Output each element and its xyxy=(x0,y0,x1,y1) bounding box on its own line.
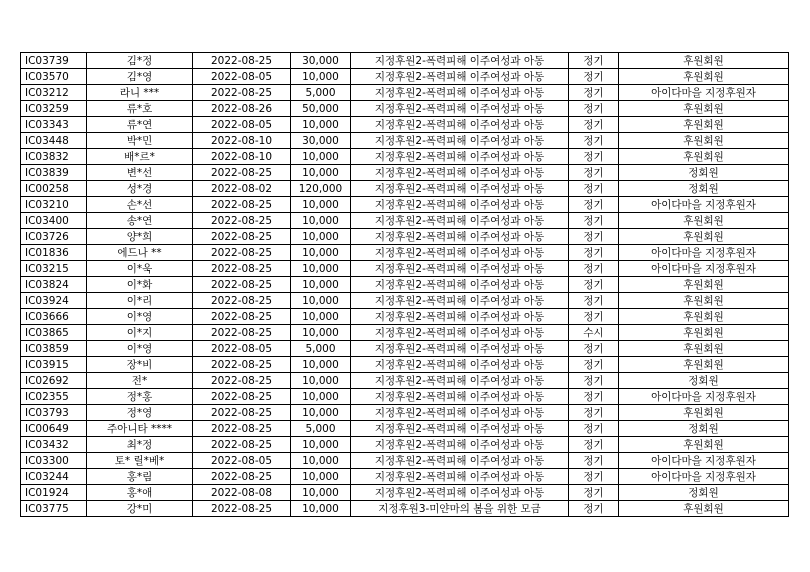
donation-type-cell: 정기 xyxy=(569,261,619,277)
program-cell: 지정후원2-폭력피해 이주여성과 아동 xyxy=(351,117,569,133)
program-cell: 지정후원2-폭력피해 이주여성과 아동 xyxy=(351,69,569,85)
program-cell: 지정후원2-폭력피해 이주여성과 아동 xyxy=(351,149,569,165)
donor-id-cell: IC00258 xyxy=(21,181,87,197)
donation-date-cell: 2022-08-02 xyxy=(193,181,291,197)
table-row xyxy=(21,101,789,117)
member-type-cell: 후원회원 xyxy=(619,117,789,133)
donation-date-cell: 2022-08-25 xyxy=(193,261,291,277)
member-type-cell: 후원회원 xyxy=(619,501,789,517)
table-row xyxy=(21,277,789,293)
amount-cell: 10,000 xyxy=(291,325,351,341)
donation-date-cell: 2022-08-05 xyxy=(193,341,291,357)
amount-cell: 5,000 xyxy=(291,341,351,357)
member-type-cell: 후원회원 xyxy=(619,341,789,357)
program-cell: 지정후원2-폭력피해 이주여성과 아동 xyxy=(351,245,569,261)
table-row xyxy=(21,53,789,69)
donation-type-cell: 정기 xyxy=(569,245,619,261)
donor-id-cell: IC03726 xyxy=(21,229,87,245)
donor-id-cell: IC03865 xyxy=(21,325,87,341)
table-row xyxy=(21,117,789,133)
donor-name-cell: 홍*애 xyxy=(87,485,193,501)
donation-type-cell: 정기 xyxy=(569,437,619,453)
program-cell: 지정후원2-폭력피해 이주여성과 아동 xyxy=(351,53,569,69)
member-type-cell: 정회원 xyxy=(619,421,789,437)
table-row xyxy=(21,485,789,501)
amount-cell: 10,000 xyxy=(291,309,351,325)
donor-name-cell: 김*영 xyxy=(87,69,193,85)
donor-id-cell: IC01924 xyxy=(21,485,87,501)
donation-type-cell: 정기 xyxy=(569,101,619,117)
program-cell: 지정후원2-폭력피해 이주여성과 아동 xyxy=(351,181,569,197)
donation-date-cell: 2022-08-25 xyxy=(193,213,291,229)
amount-cell: 10,000 xyxy=(291,165,351,181)
donor-name-cell: 이*지 xyxy=(87,325,193,341)
table-row xyxy=(21,69,789,85)
table-row xyxy=(21,389,789,405)
donor-id-cell: IC03824 xyxy=(21,277,87,293)
program-cell: 지정후원2-폭력피해 이주여성과 아동 xyxy=(351,85,569,101)
member-type-cell: 후원회원 xyxy=(619,101,789,117)
donor-name-cell: 에드나 ** xyxy=(87,245,193,261)
donation-type-cell: 정기 xyxy=(569,485,619,501)
program-cell: 지정후원2-폭력피해 이주여성과 아동 xyxy=(351,437,569,453)
program-cell: 지정후원2-폭력피해 이주여성과 아동 xyxy=(351,469,569,485)
member-type-cell: 아이다마을 지정후원자 xyxy=(619,261,789,277)
member-type-cell: 정회원 xyxy=(619,373,789,389)
donor-name-cell: 배*르* xyxy=(87,149,193,165)
donation-type-cell: 정기 xyxy=(569,149,619,165)
donor-id-cell: IC03839 xyxy=(21,165,87,181)
donation-type-cell: 정기 xyxy=(569,341,619,357)
donor-name-cell: 변*선 xyxy=(87,165,193,181)
donation-type-cell: 정기 xyxy=(569,165,619,181)
amount-cell: 10,000 xyxy=(291,405,351,421)
table-row xyxy=(21,149,789,165)
donation-date-cell: 2022-08-25 xyxy=(193,469,291,485)
program-cell: 지정후원2-폭력피해 이주여성과 아동 xyxy=(351,213,569,229)
member-type-cell: 후원회원 xyxy=(619,357,789,373)
donor-name-cell: 전* xyxy=(87,373,193,389)
donation-date-cell: 2022-08-25 xyxy=(193,293,291,309)
program-cell: 지정후원2-폭력피해 이주여성과 아동 xyxy=(351,325,569,341)
amount-cell: 50,000 xyxy=(291,101,351,117)
donor-id-cell: IC03210 xyxy=(21,197,87,213)
table-row xyxy=(21,469,789,485)
donor-name-cell: 라니 *** xyxy=(87,85,193,101)
amount-cell: 30,000 xyxy=(291,133,351,149)
program-cell: 지정후원2-폭력피해 이주여성과 아동 xyxy=(351,133,569,149)
amount-cell: 10,000 xyxy=(291,501,351,517)
donation-date-cell: 2022-08-25 xyxy=(193,501,291,517)
donation-date-cell: 2022-08-08 xyxy=(193,485,291,501)
donor-id-cell: IC03343 xyxy=(21,117,87,133)
table-row xyxy=(21,421,789,437)
donor-name-cell: 정*영 xyxy=(87,405,193,421)
amount-cell: 10,000 xyxy=(291,69,351,85)
donor-name-cell: 이*영 xyxy=(87,309,193,325)
donation-date-cell: 2022-08-25 xyxy=(193,229,291,245)
donor-id-cell: IC03859 xyxy=(21,341,87,357)
table-row xyxy=(21,437,789,453)
donation-type-cell: 정기 xyxy=(569,357,619,373)
donation-type-cell: 정기 xyxy=(569,293,619,309)
amount-cell: 10,000 xyxy=(291,213,351,229)
member-type-cell: 아이다마을 지정후원자 xyxy=(619,469,789,485)
member-type-cell: 후원회원 xyxy=(619,53,789,69)
donor-id-cell: IC03666 xyxy=(21,309,87,325)
member-type-cell: 후원회원 xyxy=(619,309,789,325)
donor-name-cell: 주아니타 **** xyxy=(87,421,193,437)
donor-name-cell: 류*호 xyxy=(87,101,193,117)
donor-name-cell: 양*희 xyxy=(87,229,193,245)
table-row xyxy=(21,213,789,229)
donor-name-cell: 김*정 xyxy=(87,53,193,69)
member-type-cell: 후원회원 xyxy=(619,229,789,245)
donor-id-cell: IC03448 xyxy=(21,133,87,149)
donation-date-cell: 2022-08-26 xyxy=(193,101,291,117)
program-cell: 지정후원3-미얀마의 봄을 위한 모금 xyxy=(351,501,569,517)
donor-id-cell: IC03259 xyxy=(21,101,87,117)
donor-name-cell: 정*홍 xyxy=(87,389,193,405)
donation-date-cell: 2022-08-25 xyxy=(193,165,291,181)
member-type-cell: 아이다마을 지정후원자 xyxy=(619,197,789,213)
donor-id-cell: IC03215 xyxy=(21,261,87,277)
program-cell: 지정후원2-폭력피해 이주여성과 아동 xyxy=(351,389,569,405)
donation-type-cell: 정기 xyxy=(569,453,619,469)
member-type-cell: 후원회원 xyxy=(619,213,789,229)
program-cell: 지정후원2-폭력피해 이주여성과 아동 xyxy=(351,373,569,389)
program-cell: 지정후원2-폭력피해 이주여성과 아동 xyxy=(351,197,569,213)
donation-type-cell: 정기 xyxy=(569,85,619,101)
donor-id-cell: IC02692 xyxy=(21,373,87,389)
table-row xyxy=(21,261,789,277)
donor-name-cell: 류*연 xyxy=(87,117,193,133)
donor-name-cell: 손*선 xyxy=(87,197,193,213)
donation-type-cell: 정기 xyxy=(569,469,619,485)
table-row xyxy=(21,405,789,421)
donor-name-cell: 강*미 xyxy=(87,501,193,517)
member-type-cell: 아이다마을 지정후원자 xyxy=(619,453,789,469)
donation-type-cell: 정기 xyxy=(569,229,619,245)
table-row xyxy=(21,229,789,245)
donor-name-cell: 박*민 xyxy=(87,133,193,149)
donation-date-cell: 2022-08-25 xyxy=(193,309,291,325)
table-row xyxy=(21,133,789,149)
donor-name-cell: 홍*림 xyxy=(87,469,193,485)
donation-date-cell: 2022-08-05 xyxy=(193,69,291,85)
donor-id-cell: IC03300 xyxy=(21,453,87,469)
amount-cell: 10,000 xyxy=(291,469,351,485)
amount-cell: 10,000 xyxy=(291,389,351,405)
amount-cell: 5,000 xyxy=(291,85,351,101)
donor-name-cell: 장*비 xyxy=(87,357,193,373)
amount-cell: 10,000 xyxy=(291,245,351,261)
program-cell: 지정후원2-폭력피해 이주여성과 아동 xyxy=(351,453,569,469)
donation-type-cell: 정기 xyxy=(569,501,619,517)
member-type-cell: 후원회원 xyxy=(619,133,789,149)
donation-date-cell: 2022-08-25 xyxy=(193,437,291,453)
program-cell: 지정후원2-폭력피해 이주여성과 아동 xyxy=(351,357,569,373)
donation-type-cell: 정기 xyxy=(569,197,619,213)
amount-cell: 10,000 xyxy=(291,229,351,245)
member-type-cell: 후원회원 xyxy=(619,325,789,341)
member-type-cell: 후원회원 xyxy=(619,149,789,165)
donation-type-cell: 정기 xyxy=(569,117,619,133)
donation-date-cell: 2022-08-05 xyxy=(193,117,291,133)
program-cell: 지정후원2-폭력피해 이주여성과 아동 xyxy=(351,101,569,117)
donation-type-cell: 정기 xyxy=(569,373,619,389)
program-cell: 지정후원2-폭력피해 이주여성과 아동 xyxy=(351,293,569,309)
donation-date-cell: 2022-08-25 xyxy=(193,85,291,101)
donation-date-cell: 2022-08-25 xyxy=(193,277,291,293)
donor-id-cell: IC00649 xyxy=(21,421,87,437)
program-cell: 지정후원2-폭력피해 이주여성과 아동 xyxy=(351,261,569,277)
donation-type-cell: 정기 xyxy=(569,309,619,325)
donor-id-cell: IC03570 xyxy=(21,69,87,85)
amount-cell: 10,000 xyxy=(291,453,351,469)
program-cell: 지정후원2-폭력피해 이주여성과 아동 xyxy=(351,421,569,437)
program-cell: 지정후원2-폭력피해 이주여성과 아동 xyxy=(351,309,569,325)
table-row xyxy=(21,309,789,325)
amount-cell: 10,000 xyxy=(291,373,351,389)
donation-type-cell: 정기 xyxy=(569,405,619,421)
member-type-cell: 아이다마을 지정후원자 xyxy=(619,85,789,101)
table-row xyxy=(21,85,789,101)
donor-id-cell: IC03212 xyxy=(21,85,87,101)
donation-type-cell: 정기 xyxy=(569,421,619,437)
donor-id-cell: IC03739 xyxy=(21,53,87,69)
donation-type-cell: 정기 xyxy=(569,133,619,149)
donor-id-cell: IC03432 xyxy=(21,437,87,453)
donation-date-cell: 2022-08-25 xyxy=(193,373,291,389)
amount-cell: 10,000 xyxy=(291,437,351,453)
donor-name-cell: 성*경 xyxy=(87,181,193,197)
amount-cell: 120,000 xyxy=(291,181,351,197)
donor-id-cell: IC03832 xyxy=(21,149,87,165)
donor-id-cell: IC03244 xyxy=(21,469,87,485)
member-type-cell: 후원회원 xyxy=(619,437,789,453)
program-cell: 지정후원2-폭력피해 이주여성과 아동 xyxy=(351,341,569,357)
donation-date-cell: 2022-08-25 xyxy=(193,245,291,261)
amount-cell: 30,000 xyxy=(291,53,351,69)
member-type-cell: 아이다마을 지정후원자 xyxy=(619,389,789,405)
table-row xyxy=(21,357,789,373)
donation-date-cell: 2022-08-10 xyxy=(193,149,291,165)
table-row xyxy=(21,293,789,309)
donation-type-cell: 수시 xyxy=(569,325,619,341)
donor-name-cell: 이*욱 xyxy=(87,261,193,277)
table-row xyxy=(21,165,789,181)
donation-date-cell: 2022-08-25 xyxy=(193,405,291,421)
donation-type-cell: 정기 xyxy=(569,389,619,405)
donation-date-cell: 2022-08-25 xyxy=(193,53,291,69)
donor-name-cell: 최*정 xyxy=(87,437,193,453)
amount-cell: 10,000 xyxy=(291,117,351,133)
member-type-cell: 정회원 xyxy=(619,485,789,501)
member-type-cell: 후원회원 xyxy=(619,405,789,421)
donor-name-cell: 이*리 xyxy=(87,293,193,309)
amount-cell: 10,000 xyxy=(291,293,351,309)
donor-name-cell: 토* 릴*베* xyxy=(87,453,193,469)
amount-cell: 10,000 xyxy=(291,485,351,501)
member-type-cell: 정회원 xyxy=(619,181,789,197)
donor-id-cell: IC03400 xyxy=(21,213,87,229)
donation-type-cell: 정기 xyxy=(569,277,619,293)
table-row xyxy=(21,453,789,469)
member-type-cell: 아이다마을 지정후원자 xyxy=(619,245,789,261)
program-cell: 지정후원2-폭력피해 이주여성과 아동 xyxy=(351,485,569,501)
donation-type-cell: 정기 xyxy=(569,69,619,85)
program-cell: 지정후원2-폭력피해 이주여성과 아동 xyxy=(351,165,569,181)
donor-id-cell: IC03793 xyxy=(21,405,87,421)
table-row xyxy=(21,501,789,517)
donor-id-cell: IC03775 xyxy=(21,501,87,517)
donation-date-cell: 2022-08-05 xyxy=(193,453,291,469)
donation-date-cell: 2022-08-25 xyxy=(193,357,291,373)
donor-id-cell: IC02355 xyxy=(21,389,87,405)
table-row xyxy=(21,325,789,341)
amount-cell: 10,000 xyxy=(291,357,351,373)
member-type-cell: 후원회원 xyxy=(619,293,789,309)
amount-cell: 5,000 xyxy=(291,421,351,437)
donor-id-cell: IC03924 xyxy=(21,293,87,309)
program-cell: 지정후원2-폭력피해 이주여성과 아동 xyxy=(351,405,569,421)
program-cell: 지정후원2-폭력피해 이주여성과 아동 xyxy=(351,229,569,245)
amount-cell: 10,000 xyxy=(291,261,351,277)
member-type-cell: 후원회원 xyxy=(619,277,789,293)
member-type-cell: 후원회원 xyxy=(619,69,789,85)
donation-date-cell: 2022-08-10 xyxy=(193,133,291,149)
donation-type-cell: 정기 xyxy=(569,181,619,197)
table-row xyxy=(21,373,789,389)
donation-type-cell: 정기 xyxy=(569,53,619,69)
donor-name-cell: 이*영 xyxy=(87,341,193,357)
donor-name-cell: 송*연 xyxy=(87,213,193,229)
donation-type-cell: 정기 xyxy=(569,213,619,229)
donation-table xyxy=(20,52,789,517)
table-body xyxy=(21,53,789,517)
table-row xyxy=(21,341,789,357)
donation-date-cell: 2022-08-25 xyxy=(193,325,291,341)
amount-cell: 10,000 xyxy=(291,197,351,213)
donor-name-cell: 이*화 xyxy=(87,277,193,293)
table-row xyxy=(21,197,789,213)
program-cell: 지정후원2-폭력피해 이주여성과 아동 xyxy=(351,277,569,293)
member-type-cell: 정회원 xyxy=(619,165,789,181)
donor-id-cell: IC03915 xyxy=(21,357,87,373)
donor-id-cell: IC01836 xyxy=(21,245,87,261)
donation-date-cell: 2022-08-25 xyxy=(193,389,291,405)
donation-date-cell: 2022-08-25 xyxy=(193,197,291,213)
amount-cell: 10,000 xyxy=(291,149,351,165)
amount-cell: 10,000 xyxy=(291,277,351,293)
table-row xyxy=(21,245,789,261)
donation-date-cell: 2022-08-25 xyxy=(193,421,291,437)
table-row xyxy=(21,181,789,197)
